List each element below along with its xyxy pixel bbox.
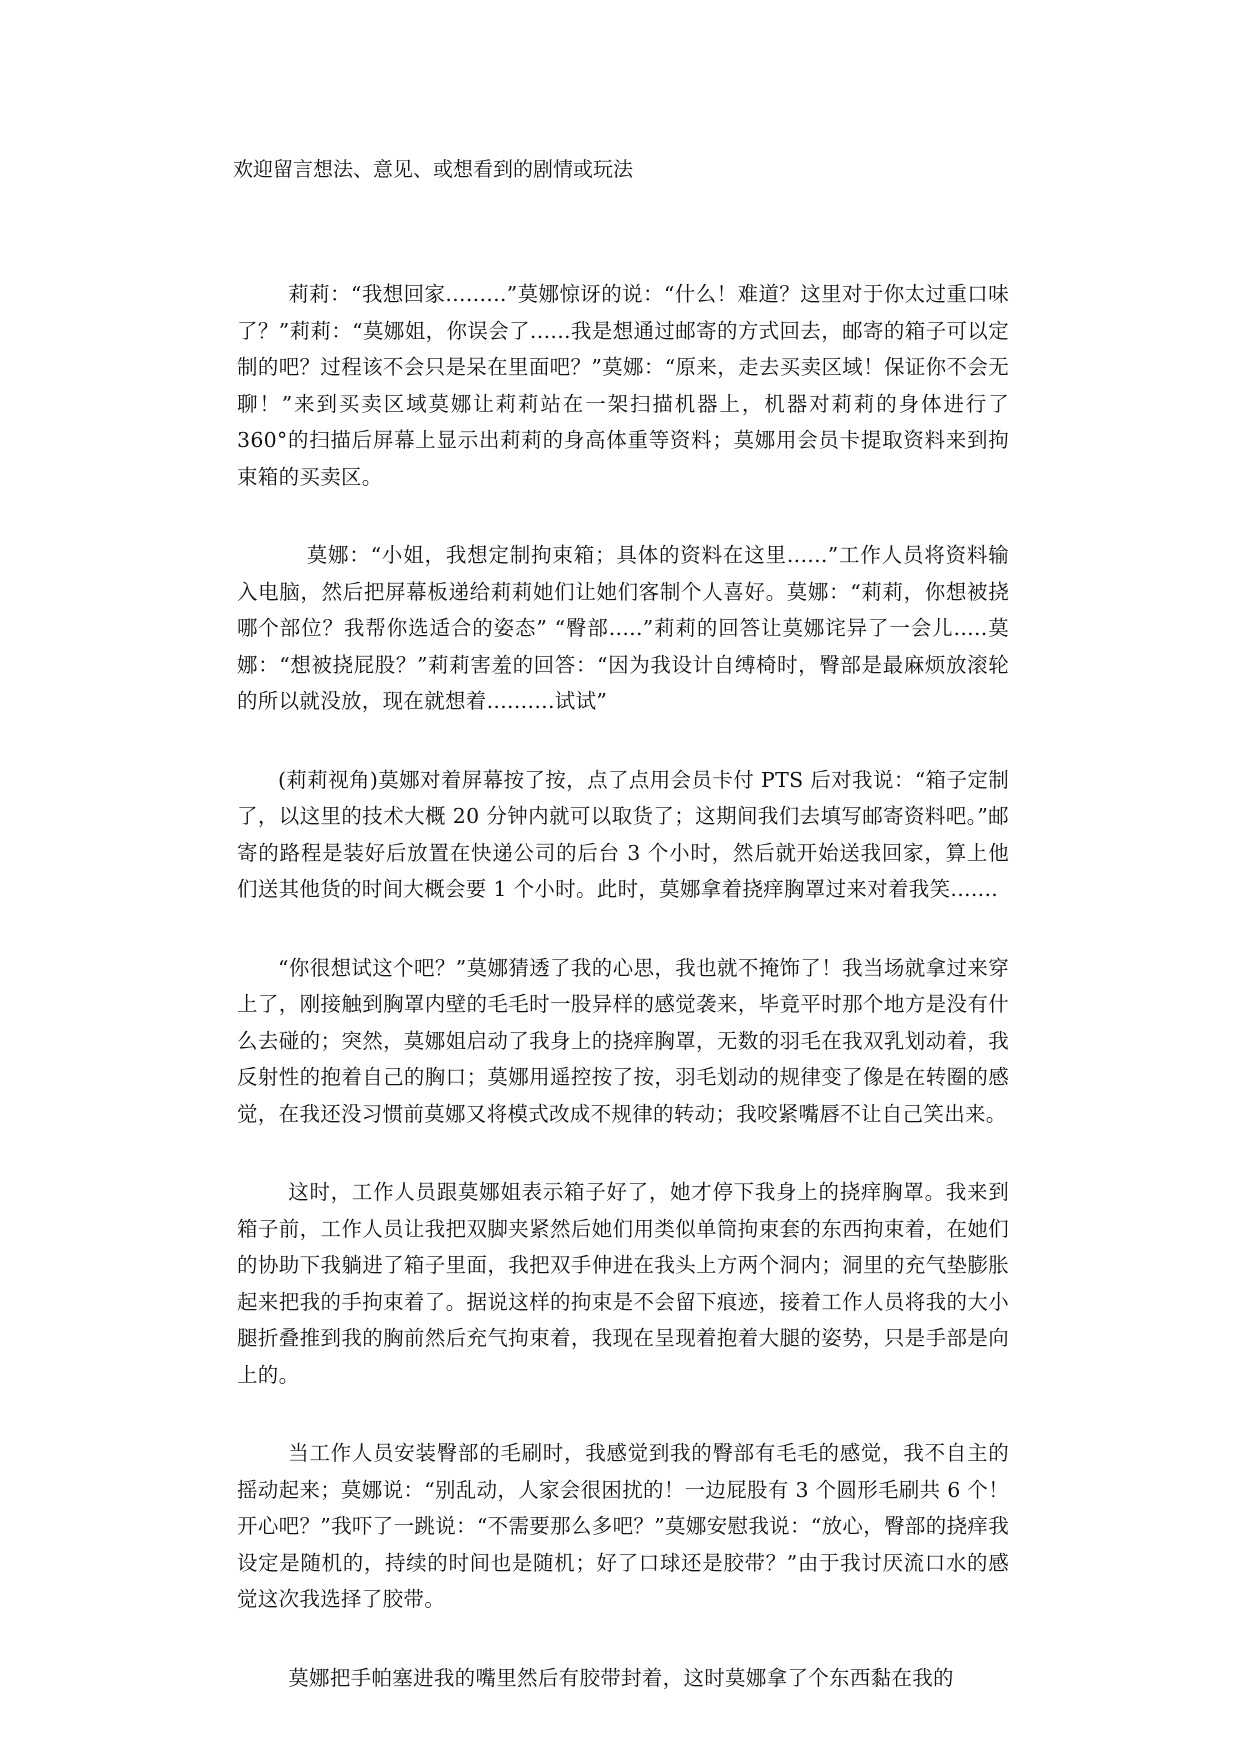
paragraph-2: 莫娜：“小姐，我想定制拘束箱；具体的资料在这里......”工作人员将资料输入电脑，然后把屏幕板递给莉莉她们让她们客制个人喜好。莫娜：“莉莉，你想被挠哪个部位？我帮你选适合的姿态” “臀部.....”莉莉的回答让莫娜诧异了一会儿.....莫娜：“想被挠屁股？”莉莉害羞的回答：“因为我设计自缚椅时，臀部是最麻烦放滚轮的所以就没放，现在就想着..........试试” xyxy=(237,543,1009,713)
story-body xyxy=(237,276,1009,1738)
header-note: 欢迎留言想法、意见、或想看到的剧情或玩法 xyxy=(233,157,633,181)
paragraph-5: 这时，工作人员跟莫娜姐表示箱子好了，她才停下我身上的挠痒胸罩。我来到箱子前，工作人员让我把双脚夹紧然后她们用类似单筒拘束套的东西拘束着，在她们的协助下我躺进了箱子里面，我把双手伸进在我头上方两个洞内；洞里的充气垫膨胀起来把我的手拘束着了。据说这样的拘束是不会留下痕迹，接着工作人员将我的大小腿折叠推到我的胸前然后充气拘束着，我现在呈现着抱着大腿的姿势，只是手部是向上的。 xyxy=(237,1180,1009,1387)
paragraph-1: 莉莉：“我想回家.........”莫娜惊讶的说：“什么！难道？这里对于你太过重口味了？”莉莉：“莫娜姐，你误会了......我是想通过邮寄的方式回去，邮寄的箱子可以定制的吧？过程该不会只是呆在里面吧？”莫娜：“原来，走去买卖区域！保证你不会无聊！”来到买卖区域莫娜让莉莉站在一架扫描机器上，机器对莉莉的身体进行了 360°的扫描后屏幕上显示出莉莉的身高体重等资料；莫娜用会员卡提取资料来到拘束箱的买卖区。 xyxy=(237,282,1009,489)
paragraph-7: 莫娜把手帕塞进我的嘴里然后有胶带封着，这时莫娜拿了个东西黏在我的 xyxy=(288,1665,954,1690)
paragraph-3: (莉莉视角)莫娜对着屏幕按了按，点了点用会员卡付 PTS 后对我说：“箱子定制了，以这里的技术大概 20 分钟内就可以取货了；这期间我们去填写邮寄资料吧。”邮寄的路程是装好后放置在快递公司的后台 3 个小时，然后就开始送我回家，算上他们送其他货的时间大概会要 1 个小时。此时，莫娜拿着挠痒胸罩过来对着我笑....... xyxy=(237,767,1009,901)
paragraph-6: 当工作人员安装臀部的毛刷时，我感觉到我的臀部有毛毛的感觉，我不自主的摇动起来；莫娜说：“别乱动，人家会很困扰的！一边屁股有 3 个圆形毛刷共 6 个！开心吧？”我吓了一跳说：“不需要那么多吧？”莫娜安慰我说：“放心，臀部的挠痒我设定是随机的，持续的时间也是随机；好了口球还是胶带？”由于我讨厌流口水的感觉这次我选择了胶带。 xyxy=(237,1441,1009,1611)
paragraph-4: “你很想试这个吧？”莫娜猜透了我的心思，我也就不掩饰了！我当场就拿过来穿上了，刚接触到胸罩内壁的毛毛时一股异样的感觉袭来，毕竟平时那个地方是没有什么去碰的；突然，莫娜姐启动了我身上的挠痒胸罩，无数的羽毛在我双乳划动着，我反射性的抱着自己的胸口；莫娜用遥控按了按，羽毛划动的规律变了像是在转圈的感觉，在我还没习惯前莫娜又将模式改成不规律的转动；我咬紧嘴唇不让自己笑出来。 xyxy=(237,955,1009,1126)
